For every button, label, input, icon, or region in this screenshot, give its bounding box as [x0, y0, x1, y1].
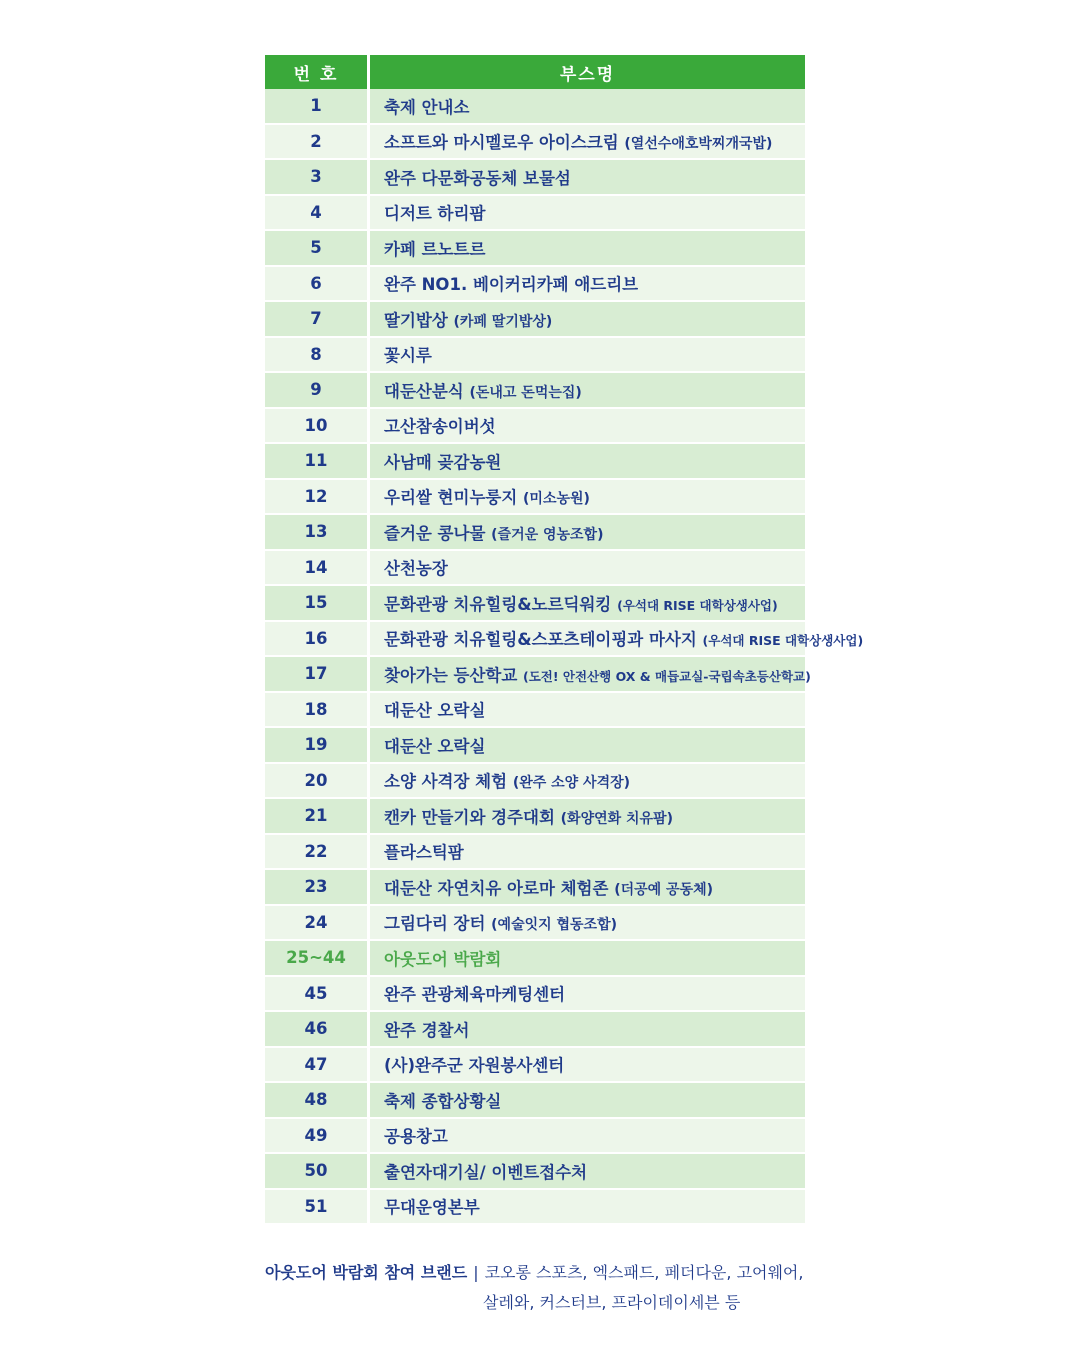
row-booth-name — [370, 444, 805, 480]
booth-name-text: 공용창고 — [384, 1127, 448, 1147]
table-row — [265, 1048, 805, 1084]
row-booth-name — [370, 302, 805, 338]
row-booth-name — [370, 1190, 805, 1226]
booth-name-text: 디저트 하리팜 — [384, 204, 486, 224]
row-booth-name — [370, 799, 805, 835]
booth-name-text: 카페 르노트르 — [384, 239, 486, 259]
row-booth-name — [370, 480, 805, 516]
row-number: 10 — [265, 409, 370, 445]
table-row — [265, 977, 805, 1013]
row-booth-name — [370, 835, 805, 871]
booth-name-text: 산천농장 — [384, 559, 448, 579]
row-number: 47 — [265, 1048, 370, 1084]
table-row — [265, 586, 805, 622]
booth-name-text: 플라스틱팜 — [384, 843, 464, 863]
booth-rows — [265, 89, 864, 1225]
table-row — [265, 338, 805, 374]
booth-name-text: 완주 NO1. 베이커리카페 애드리브 — [384, 275, 639, 295]
booth-name-text: (사)완주군 자원봉사센터 — [384, 1056, 565, 1076]
brand-note — [265, 1258, 825, 1318]
table-row — [265, 1012, 805, 1048]
row-booth-name — [370, 906, 805, 942]
booth-name-text: 문화관광 치유힐링&노르딕워킹 — [384, 594, 612, 614]
booth-name-text: 축제 안내소 — [384, 97, 470, 117]
row-booth-name — [370, 728, 805, 764]
table-header-row — [265, 55, 805, 89]
table-row — [265, 409, 805, 445]
table-row — [265, 1190, 805, 1226]
booth-name-text: 찾아가는 등산학교 — [384, 665, 518, 685]
booth-operator-text: (우석대 RISE 대학상생사업) — [617, 597, 778, 613]
table-row — [265, 657, 805, 693]
booth-operator-text: (더공예 공동체) — [614, 881, 714, 898]
table-row — [265, 267, 805, 303]
booth-name-text: 우리쌀 현미누룽지 — [384, 488, 518, 508]
row-number: 18 — [265, 693, 370, 729]
row-booth-name — [370, 586, 805, 622]
row-booth-name — [370, 622, 864, 658]
row-number: 7 — [265, 302, 370, 338]
row-booth-name — [370, 196, 805, 232]
row-booth-name — [370, 160, 805, 196]
booth-name-text: 아웃도어 박람회 — [384, 949, 502, 969]
table-row — [265, 125, 805, 161]
booth-name-text: 사남매 곶감농원 — [384, 452, 502, 472]
booth-table — [265, 55, 864, 1225]
row-number: 2 — [265, 125, 370, 161]
booth-operator-text: (미소농원) — [523, 491, 590, 508]
booth-name-text: 소양 사격장 체험 — [384, 772, 508, 792]
row-booth-name — [370, 870, 805, 906]
row-number: 24 — [265, 906, 370, 942]
table-row — [265, 551, 805, 587]
table-row — [265, 870, 805, 906]
row-booth-name — [370, 1012, 805, 1048]
booth-operator-text: (돈내고 돈먹는집) — [469, 384, 582, 401]
booth-operator-text: (예술잇지 협동조합) — [491, 917, 618, 934]
row-number: 48 — [265, 1083, 370, 1119]
booth-name-text: 완주 경찰서 — [384, 1020, 470, 1040]
booth-name-text: 문화관광 치유힐링&스포츠테이핑과 마사지 — [384, 630, 697, 650]
row-number: 17 — [265, 657, 370, 693]
row-number: 16 — [265, 622, 370, 658]
booth-operator-text: (카페 딸기밥상) — [453, 313, 553, 330]
table-row — [265, 160, 805, 196]
row-number: 14 — [265, 551, 370, 587]
booth-name-text: 대둔산 오락실 — [384, 736, 486, 756]
row-booth-name — [370, 125, 805, 161]
booth-name-text: 대둔산 자연치유 아로마 체험존 — [384, 878, 609, 898]
booth-name-text: 소프트와 마시멜로우 아이스크림 — [384, 133, 619, 153]
table-row — [265, 835, 805, 871]
row-booth-name — [370, 693, 805, 729]
booth-name-text: 즐거운 콩나물 — [384, 523, 486, 543]
row-number: 23 — [265, 870, 370, 906]
table-row — [265, 1119, 805, 1155]
row-number: 5 — [265, 231, 370, 267]
row-booth-name — [370, 267, 805, 303]
row-number: 20 — [265, 764, 370, 800]
booth-name-text: 완주 관광체육마케팅센터 — [384, 985, 566, 1005]
header-booth-name: 부스명 — [370, 55, 805, 89]
row-booth-name — [370, 551, 805, 587]
row-number: 9 — [265, 373, 370, 409]
booth-name-text: 대둔산 오락실 — [384, 701, 486, 721]
booth-operator-text: (도전! 안전산행 OX & 매듭교실-국립속초등산학교) — [523, 668, 811, 684]
table-row — [265, 906, 805, 942]
booth-operator-text: (화양연화 치유팜) — [560, 810, 673, 827]
row-number: 11 — [265, 444, 370, 480]
table-row — [265, 373, 805, 409]
table-row — [265, 444, 805, 480]
table-row — [265, 799, 805, 835]
table-row — [265, 622, 805, 658]
table-row — [265, 302, 805, 338]
row-booth-name — [370, 89, 805, 125]
table-row — [265, 196, 805, 232]
row-number: 21 — [265, 799, 370, 835]
row-booth-name — [370, 409, 805, 445]
brand-separator: | — [473, 1263, 479, 1282]
table-row — [265, 89, 805, 125]
row-booth-name — [370, 1083, 805, 1119]
row-number: 49 — [265, 1119, 370, 1155]
row-number: 25~44 — [265, 941, 370, 977]
row-booth-name — [370, 1154, 805, 1190]
booth-name-text: 꽃시루 — [384, 346, 432, 366]
table-row — [265, 1083, 805, 1119]
table-row — [265, 231, 805, 267]
row-booth-name — [370, 515, 805, 551]
brand-list-line2: 살레와, 커스터브, 프라이데이세븐 등 — [483, 1293, 741, 1312]
booth-operator-text: (즐거운 영농조합) — [491, 526, 604, 543]
booth-name-text: 고산참송이버섯 — [384, 417, 496, 437]
booth-operator-text: (우석대 RISE 대학상생사업) — [702, 633, 864, 649]
row-number: 22 — [265, 835, 370, 871]
row-booth-name — [370, 941, 805, 977]
table-row — [265, 941, 805, 977]
booth-name-text: 대둔산분식 — [384, 381, 464, 401]
booth-operator-text: (완주 소양 사격장) — [512, 775, 631, 792]
table-row — [265, 764, 805, 800]
row-booth-name — [370, 764, 805, 800]
row-number: 3 — [265, 160, 370, 196]
booth-name-text: 완주 다문화공동체 보물섬 — [384, 168, 571, 188]
row-number: 12 — [265, 480, 370, 516]
booth-name-text: 축제 종합상황실 — [384, 1091, 502, 1111]
row-booth-name — [370, 338, 805, 374]
row-number: 8 — [265, 338, 370, 374]
table-row — [265, 515, 805, 551]
row-number: 45 — [265, 977, 370, 1013]
booth-name-text: 딸기밥상 — [384, 310, 448, 330]
table-row — [265, 728, 805, 764]
booth-name-text: 무대운영본부 — [384, 1198, 480, 1218]
row-booth-name — [370, 1119, 805, 1155]
row-number: 15 — [265, 586, 370, 622]
row-number: 13 — [265, 515, 370, 551]
row-booth-name — [370, 1048, 805, 1084]
booth-operator-text: (열선수애호박찌개국밥) — [624, 136, 773, 153]
booth-name-text: 출연자대기실/ 이벤트접수처 — [384, 1162, 588, 1182]
row-number: 6 — [265, 267, 370, 303]
booth-name-text: 그림다리 장터 — [384, 914, 486, 934]
row-number: 46 — [265, 1012, 370, 1048]
row-number: 51 — [265, 1190, 370, 1226]
booth-name-text: 캔카 만들기와 경주대회 — [384, 807, 555, 827]
row-booth-name — [370, 657, 811, 693]
brand-list-line1: 코오롱 스포츠, 엑스패드, 페더다운, 고어웨어, — [484, 1263, 804, 1282]
row-number: 19 — [265, 728, 370, 764]
table-row — [265, 480, 805, 516]
header-number: 번 호 — [265, 55, 370, 89]
table-row — [265, 1154, 805, 1190]
row-booth-name — [370, 373, 805, 409]
brand-label: 아웃도어 박람회 참여 브랜드 — [265, 1263, 468, 1282]
table-row — [265, 693, 805, 729]
row-number: 4 — [265, 196, 370, 232]
row-booth-name — [370, 231, 805, 267]
row-number: 50 — [265, 1154, 370, 1190]
row-number: 1 — [265, 89, 370, 125]
row-booth-name — [370, 977, 805, 1013]
